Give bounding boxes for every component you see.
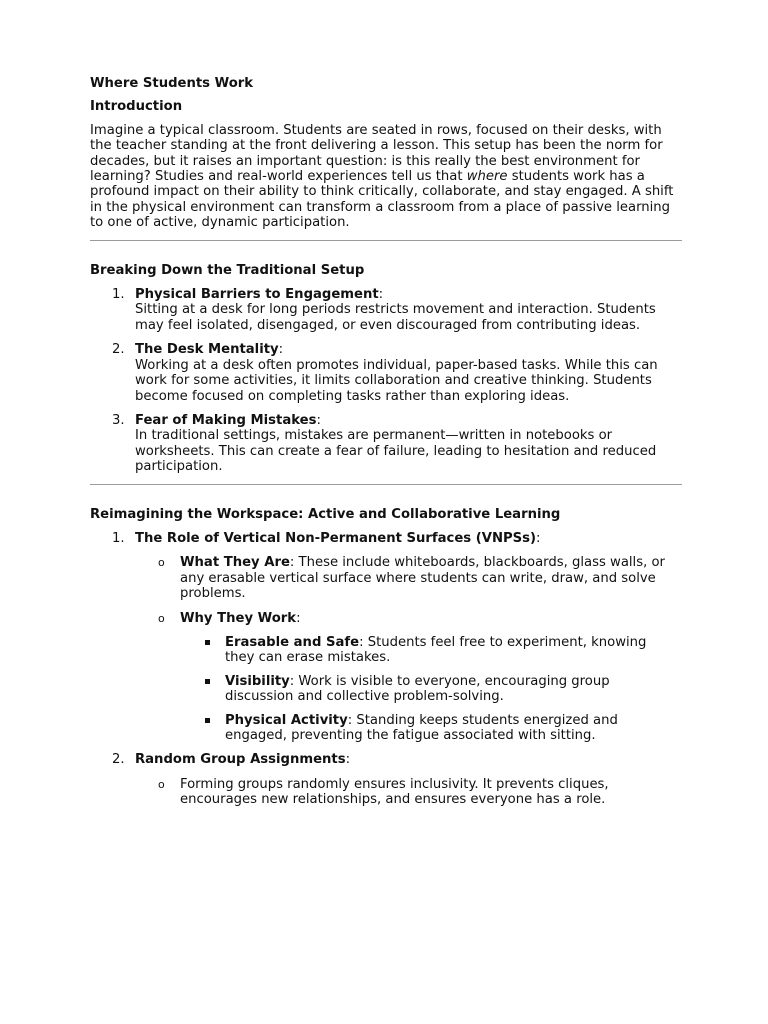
list-number: 2.: [112, 752, 125, 768]
list-item-colon: :: [536, 530, 541, 546]
nested-item-title: Erasable and Safe: [225, 634, 360, 650]
list-item-title: Physical Barriers to Engagement: [135, 287, 379, 303]
list-item-text: In traditional settings, mistakes are permanent—written in notebooks or worksheets. This can create a fear of failure, leading to hesitation and reduced participation.: [135, 428, 657, 475]
sub-item-title: What They Are: [180, 555, 290, 571]
nested-item-title: Visibility: [225, 673, 290, 689]
list-item-colon: :: [345, 752, 351, 768]
intro-heading: Introduction: [90, 99, 183, 115]
square-bullet-icon: [205, 640, 210, 645]
list-item: [90, 287, 680, 333]
list-item-title: Random Group Assignments: [135, 752, 346, 768]
section-1-heading: Breaking Down the Traditional Setup: [90, 262, 365, 278]
section-divider: [90, 240, 682, 241]
sub-item-text: :: [296, 610, 301, 626]
section-2-heading: Reimagining the Workspace: Active and Collaborative Learning: [90, 506, 561, 522]
nested-list-item: [180, 635, 680, 666]
document-title: Where Students Work: [90, 76, 254, 91]
nested-list-item: [180, 674, 680, 705]
intro-text-part-2: students work has a profound impact on their ability to think critically, collaborate, and stay engaged. A shift in the physical environment can transform a classroom from a place of passive learning to one of active, dynamic participation.: [90, 169, 674, 231]
nested-bullet-list: [180, 635, 680, 743]
list-item: [90, 342, 680, 404]
section-2-list: [90, 531, 680, 808]
list-item-colon: :: [278, 342, 284, 358]
sub-list: [135, 777, 680, 808]
intro-emphasis: where: [466, 169, 508, 185]
list-item-title: Fear of Making Mistakes: [135, 412, 317, 428]
list-item-text: Sitting at a desk for long periods restricts movement and interaction. Students may feel isolated, disengaged, or even discouraged from contributing ideas.: [135, 302, 656, 333]
list-item-colon: :: [316, 412, 321, 428]
circle-bullet-icon: o: [158, 777, 165, 791]
list-item-title: The Role of Vertical Non-Permanent Surfaces (VNPSs): [135, 530, 537, 546]
nested-item-text: : Standing keeps students energized and engaged, preventing the fatigue associated with sitting.: [225, 712, 618, 743]
nested-item-title: Physical Activity: [225, 712, 348, 728]
section-1-list: [90, 287, 680, 474]
circle-bullet-icon: o: [158, 611, 165, 625]
nested-item-text: : Students feel free to experiment, knowing they can erase mistakes.: [225, 634, 647, 666]
nested-item-text: : Work is visible to everyone, encouraging group discussion and collective problem-solving.: [225, 673, 610, 705]
list-number: 2.: [112, 342, 125, 358]
sub-list-item: [135, 611, 680, 744]
list-item: [90, 413, 680, 475]
list-number: 1.: [112, 530, 125, 546]
sub-list-item: [135, 555, 680, 601]
list-number: 1.: [112, 287, 125, 303]
list-item: [90, 752, 680, 807]
list-item-colon: :: [378, 287, 384, 303]
document-body: [90, 76, 680, 817]
list-item: [90, 531, 680, 743]
list-item-text: Working at a desk often promotes individual, paper-based tasks. While this can work for some activities, it limits collaboration and creative thinking. Students become focused on completing tasks rather than exploring ideas.: [135, 357, 658, 404]
sub-list-item: [135, 777, 680, 808]
sub-item-title: Why They Work: [180, 610, 297, 626]
list-number: 3.: [112, 412, 125, 428]
nested-list-item: [180, 713, 680, 744]
intro-text-part-1: Imagine a typical classroom. Students are seated in rows, focused on their desks, with the teacher standing at the front delivering a lesson. This setup has been the norm for decades, but it raises an important question: is this really the best environment for learning? Studies and real-world experiences tell us that: [90, 122, 663, 185]
circle-bullet-icon: o: [158, 556, 165, 570]
sub-item-text: Forming groups randomly ensures inclusivity. It prevents cliques, encourages new relationships, and ensures everyone has a role.: [180, 776, 609, 808]
section-divider: [90, 484, 682, 485]
square-bullet-icon: [205, 718, 210, 723]
list-item-title: The Desk Mentality: [135, 342, 279, 358]
square-bullet-icon: [205, 679, 210, 684]
sub-list: [135, 555, 680, 743]
intro-paragraph: [90, 123, 680, 231]
sub-item-text: : These include whiteboards, blackboards, glass walls, or any erasable vertical surface where students can write, draw, and solve problems.: [180, 555, 665, 602]
